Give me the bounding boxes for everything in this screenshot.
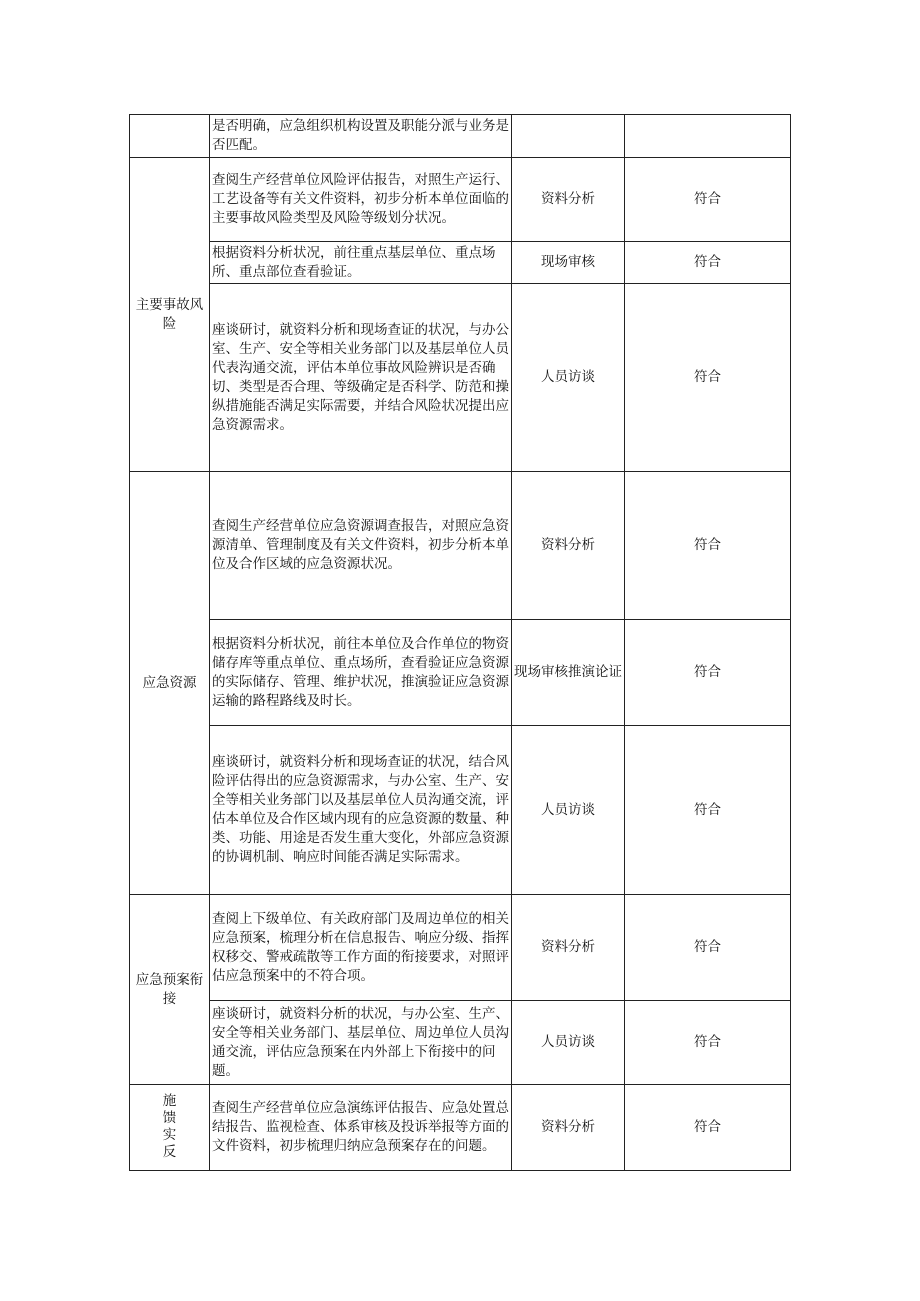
method-cell: 人员访谈 <box>512 284 625 472</box>
method-cell: 人员访谈 <box>512 1001 625 1085</box>
method-cell: 现场审核 <box>512 242 625 284</box>
result-cell: 符合 <box>625 1085 791 1171</box>
result-cell: 符合 <box>625 726 791 895</box>
category-plan-connection: 应急预案衔接 <box>130 895 210 1085</box>
category-char: 反 <box>162 1144 177 1160</box>
table-row <box>130 726 791 895</box>
description-cell: 座谈研讨，就资料分析的状况，与办公室、生产、安全等相关业务部门、基层单位、周边单位人员沟通交流，评估应急预案在内外部上下衔接中的问题。 <box>210 1001 512 1085</box>
category-feedback <box>130 1085 210 1171</box>
method-cell: 资料分析 <box>512 158 625 242</box>
description-cell: 座谈研讨，就资料分析和现场查证的状况，与办公室、生产、安全等相关业务部门以及基层单位人员代表沟通交流，评估本单位事故风险辨识是否确切、类型是否合理、等级确定是否科学、防范和操纵措施能否满足实际需要，并结合风险状况提出应急资源需求。 <box>210 284 512 472</box>
result-cell: 符合 <box>625 472 791 620</box>
description-cell: 根据资料分析状况，前往重点基层单位、重点场所、重点部位查看验证。 <box>210 242 512 284</box>
method-cell <box>512 115 625 158</box>
method-cell: 人员访谈 <box>512 726 625 895</box>
evaluation-table <box>129 114 791 1171</box>
description-cell: 座谈研讨，就资料分析和现场查证的状况，结合风险评估得出的应急资源需求，与办公室、生产、安全等相关业务部门以及基层单位人员沟通交流，评估本单位及合作区域内现有的应急资源的数量、种类、功能、用途是否发生重大变化，外部应急资源的协调机制、响应时间能否满足实际需求。 <box>210 726 512 895</box>
result-cell: 符合 <box>625 242 791 284</box>
table-row <box>130 472 791 620</box>
category-emergency-resources: 应急资源 <box>130 472 210 895</box>
description-cell: 查阅生产经营单位风险评估报告，对照生产运行、工艺设备等有关文件资料，初步分析本单位面临的主要事故风险类型及风险等级划分状况。 <box>210 158 512 242</box>
method-cell: 资料分析 <box>512 472 625 620</box>
table-row <box>130 1001 791 1085</box>
description-cell: 查阅生产经营单位应急资源调查报告，对照应急资源清单、管理制度及有关文件资料，初步分析本单位及合作区域的应急资源状况。 <box>210 472 512 620</box>
category-char: 馈 <box>162 1110 177 1126</box>
table-row <box>130 620 791 726</box>
result-cell <box>625 115 791 158</box>
description-cell: 查阅上下级单位、有关政府部门及周边单位的相关应急预案，梳理分析在信息报告、响应分级、指挥权移交、警戒疏散等工作方面的衔接要求，对照评估应急预案中的不符合项。 <box>210 895 512 1001</box>
table-row <box>130 284 791 472</box>
result-cell: 符合 <box>625 158 791 242</box>
description-cell: 是否明确，应急组织机构设置及职能分派与业务是否匹配。 <box>210 115 512 158</box>
result-cell: 符合 <box>625 284 791 472</box>
category-main-accident-risk: 主要事故风险 <box>130 158 210 472</box>
table-row <box>130 1085 791 1171</box>
category-char: 施 <box>162 1093 177 1109</box>
method-cell: 资料分析 <box>512 1085 625 1171</box>
table-row <box>130 115 791 158</box>
result-cell: 符合 <box>625 895 791 1001</box>
description-cell: 根据资料分析状况，前往本单位及合作单位的物资储存库等重点单位、重点场所，查看验证应急资源的实际储存、管理、维护状况，推演验证应急资源运输的路程路线及时长。 <box>210 620 512 726</box>
table-row <box>130 158 791 242</box>
method-cell: 资料分析 <box>512 895 625 1001</box>
result-cell: 符合 <box>625 620 791 726</box>
category-cell-empty <box>130 115 210 158</box>
table-row <box>130 242 791 284</box>
category-char: 实 <box>162 1127 177 1143</box>
category-feedback-label <box>163 1093 177 1161</box>
result-cell: 符合 <box>625 1001 791 1085</box>
table-row <box>130 895 791 1001</box>
description-cell: 查阅生产经营单位应急演练评估报告、应急处置总结报告、监视检查、体系审核及投诉举报等方面的文件资料，初步梳理归纳应急预案存在的问题。 <box>210 1085 512 1171</box>
method-cell: 现场审核推演论证 <box>512 620 625 726</box>
